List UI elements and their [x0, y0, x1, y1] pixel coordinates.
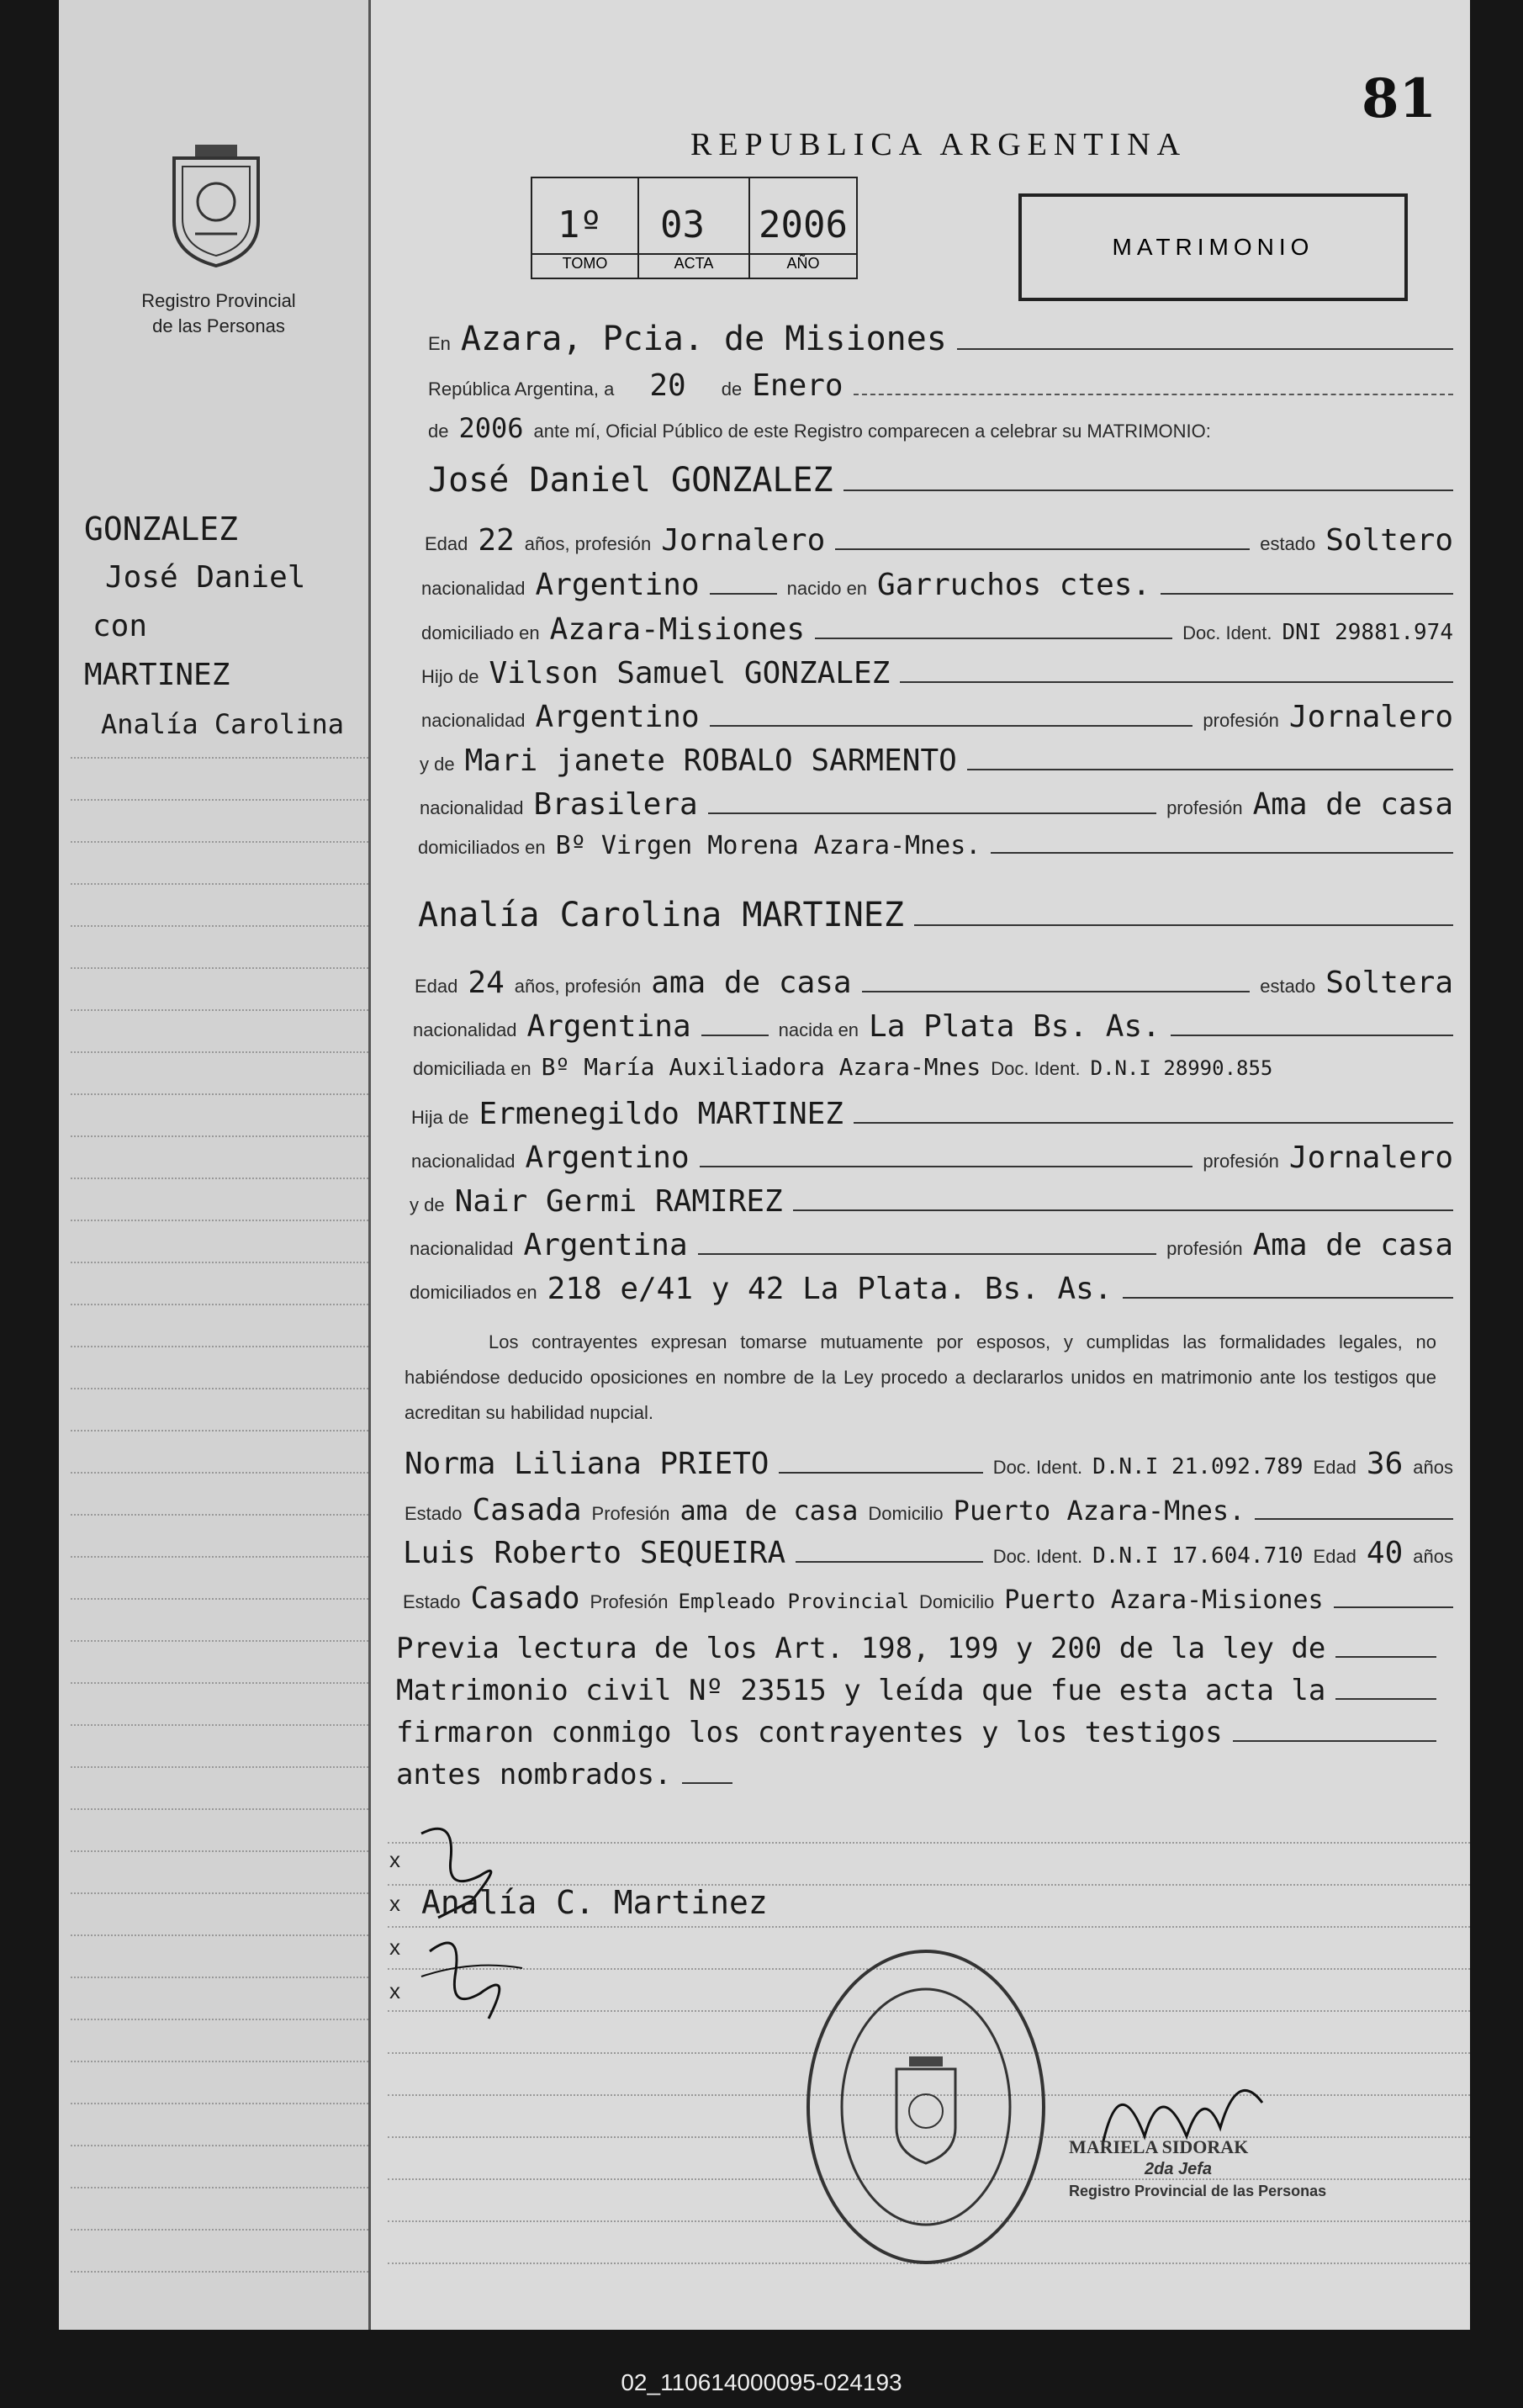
- line-year: de 2006 ante mí, Oficial Público de este Registro comparecen a celebrar su MATRIMONIO:: [428, 412, 1211, 444]
- country-title: REPUBLICA ARGENTINA: [690, 127, 1187, 162]
- witness-1-domicile: Puerto Azara-Mnes.: [953, 1495, 1245, 1527]
- registry-round-seal-icon: [800, 1943, 1052, 2271]
- registry-name: Registro Provincial de las Personas: [141, 290, 296, 336]
- margin-note-surname-bride: MARTINEZ: [84, 658, 230, 692]
- bride-mother-profession: Ama de casa: [1252, 1228, 1453, 1262]
- main-column: [371, 0, 1470, 2330]
- scan-code: 02_110614000095-024193: [621, 2369, 902, 2395]
- groom-nationality-line: nacionalidad Argentino nacido en Garruchos ctes.: [421, 568, 1453, 602]
- official-name: MARIELA SIDORAK: [1069, 2136, 1249, 2157]
- groom-address: Azara-Misiones: [549, 612, 806, 647]
- bride-age-line: Edad 24 años, profesión ama de casa estado Soltera: [415, 966, 1453, 1000]
- groom-father-nationality-line: nacionalidad Argentino profesión Jornalero: [421, 700, 1453, 734]
- bride-doc: D.N.I 28990.855: [1090, 1056, 1273, 1080]
- witness-2-name: Luis Roberto SEQUEIRA: [403, 1536, 786, 1570]
- groom-nationality: Argentino: [535, 568, 700, 602]
- witness-2-line-a: Luis Roberto SEQUEIRA Doc. Ident. D.N.I 17.604.710 Edad 40 años: [403, 1536, 1453, 1570]
- tomo-label: TOMO: [532, 253, 637, 273]
- groom-age: 22: [478, 523, 515, 558]
- witness-2-line-b: Estado Casado Profesión Empleado Provincial Domicilio Puerto Azara-Misiones: [403, 1581, 1453, 1616]
- groom-mother: Mari janete ROBALO SARMENTO: [464, 744, 957, 778]
- groom-mother-line: y de Mari janete ROBALO SARMENTO: [420, 744, 1453, 778]
- line-date: República Argentina, a 20 de Enero: [428, 368, 1453, 403]
- margin-note-name-bride: Analía Carolina: [101, 708, 344, 740]
- acta-value: 03: [660, 204, 705, 246]
- groom-doc: DNI 29881.974: [1282, 620, 1453, 645]
- official-title: 2da Jefa: [1145, 2160, 1213, 2178]
- bride-birthplace: La Plata Bs. As.: [869, 1009, 1161, 1044]
- witness-1-status: Casada: [472, 1493, 582, 1527]
- ano-label: AÑO: [750, 253, 856, 273]
- groom-status: Soltero: [1325, 523, 1453, 558]
- groom-mother-nationality-line: nacionalidad Brasilera profesión Ama de casa: [420, 787, 1453, 822]
- margin-note-name-groom: José Daniel: [105, 560, 306, 595]
- place-value: Azara, Pcia. de Misiones: [460, 320, 947, 358]
- groom-parents-address: Bº Virgen Morena Azara-Mnes.: [555, 831, 981, 860]
- legal-text: Los contrayentes expresan tomarse mutuamente por esposos, y cumplidas las formalidades legales, no habiéndose deducido oposiciones en nombre de la Ley procedo a declararlos unidos en matrimonio ante los testigos que acreditan su habilidad nupcial.: [405, 1331, 1436, 1423]
- groom-father-nationality: Argentino: [535, 700, 700, 734]
- bride-signature: Analía C. Martinez: [421, 1884, 768, 1921]
- witness-1-profession: ama de casa: [680, 1495, 859, 1527]
- groom-birthplace: Garruchos ctes.: [877, 568, 1151, 602]
- tomo-acta-ano-box: [531, 177, 858, 279]
- certificate-sheet: [59, 0, 1470, 2330]
- bride-status: Soltera: [1325, 966, 1453, 1000]
- bride-nationality: Argentina: [526, 1009, 691, 1044]
- bride-name-line: [418, 896, 1453, 934]
- witness-2-status: Casado: [470, 1581, 580, 1616]
- line-place: En Azara, Pcia. de Misiones: [428, 320, 1453, 358]
- margin-note-con: con: [93, 609, 148, 643]
- year-value: 2006: [458, 412, 524, 444]
- groom-name: José Daniel GONZALEZ: [428, 461, 833, 500]
- groom-mother-nationality: Brasilera: [533, 787, 698, 822]
- witness-1-line-b: Estado Casada Profesión ama de casa Domicilio Puerto Azara-Mnes.: [405, 1493, 1453, 1527]
- act-type-title: MATRIMONIO: [1112, 234, 1314, 260]
- groom-address-line: domiciliado en Azara-Misiones Doc. Ident. DNI 29881.974: [421, 612, 1453, 647]
- groom-mother-profession: Ama de casa: [1252, 787, 1453, 822]
- groom-father-profession: Jornalero: [1288, 700, 1453, 734]
- groom-name-line: [428, 461, 1453, 500]
- groom-father-line: Hijo de Vilson Samuel GONZALEZ: [421, 656, 1453, 691]
- bride-mother-line: y de Nair Germi RAMIREZ: [410, 1184, 1453, 1219]
- bride-name: Analía Carolina MARTINEZ: [418, 896, 904, 934]
- page-number: 81: [1361, 67, 1436, 130]
- bride-mother-nationality: Argentina: [523, 1228, 688, 1262]
- bride-address: Bº María Auxiliadora Azara-Mnes: [541, 1053, 981, 1081]
- groom-father: Vilson Samuel GONZALEZ: [489, 656, 891, 691]
- groom-profession: Jornalero: [661, 523, 826, 558]
- bride-age: 24: [468, 966, 505, 1000]
- groom-age-line: Edad 22 años, profesión Jornalero estado Soltero: [425, 523, 1453, 558]
- bride-address-line: domiciliada en Bº María Auxiliadora Azara-Mnes Doc. Ident. D.N.I 28990.855: [413, 1053, 1273, 1081]
- bride-parents-address-line: domiciliados en 218 e/41 y 42 La Plata. Bs. As.: [410, 1272, 1453, 1306]
- witness-2-domicile: Puerto Azara-Misiones: [1004, 1585, 1324, 1615]
- bride-parents-address: 218 e/41 y 42 La Plata. Bs. As.: [547, 1272, 1113, 1306]
- month-value: Enero: [752, 368, 843, 403]
- signature-marks: x x x x: [389, 1847, 400, 2003]
- bride-father-line: Hija de Ermenegildo MARTINEZ: [411, 1097, 1453, 1131]
- witness-2-profession: Empleado Provincial: [678, 1590, 910, 1613]
- provincial-seal-icon: [161, 141, 271, 267]
- witness-1-doc: D.N.I 21.092.789: [1092, 1454, 1304, 1479]
- bride-mother: Nair Germi RAMIREZ: [454, 1184, 783, 1219]
- margin-note: [84, 505, 344, 749]
- ano-value: 2006: [759, 204, 848, 246]
- margin-note-surname-groom: GONZALEZ: [84, 511, 239, 548]
- witness-1-name: Norma Liliana PRIETO: [405, 1447, 769, 1481]
- bride-nationality-line: nacionalidad Argentina nacida en La Plata Bs. As.: [413, 1009, 1453, 1044]
- bride-mother-nationality-line: nacionalidad Argentina profesión Ama de casa: [410, 1228, 1453, 1262]
- bride-father-nationality-line: nacionalidad Argentino profesión Jornalero: [411, 1140, 1453, 1175]
- bride-father-profession: Jornalero: [1288, 1140, 1453, 1175]
- witness-1-line-a: Norma Liliana PRIETO Doc. Ident. D.N.I 21.092.789 Edad 36 años: [405, 1447, 1453, 1481]
- margin-column: [59, 0, 371, 2330]
- witness-1-age: 36: [1366, 1447, 1404, 1481]
- bride-father: Ermenegildo MARTINEZ: [479, 1097, 843, 1131]
- witness-2-age: 40: [1366, 1536, 1404, 1570]
- witness-2-doc: D.N.I 17.604.710: [1092, 1543, 1304, 1569]
- bride-profession: ama de casa: [651, 966, 852, 1000]
- day-value: 20: [649, 368, 686, 403]
- acta-label: ACTA: [639, 253, 748, 273]
- official-registry: Registro Provincial de las Personas: [1069, 2183, 1327, 2199]
- tomo-value: 1º: [558, 204, 602, 246]
- closing-text: Previa lectura de los Art. 198, 199 y 200 de la ley de Matrimonio civil Nº 23515 y leída que fue esta acta la firmaron conmigo los contrayentes y los testigos antes nombrados.: [396, 1627, 1436, 1796]
- groom-parents-address-line: domiciliados en Bº Virgen Morena Azara-Mnes.: [418, 831, 1453, 860]
- bride-father-nationality: Argentino: [525, 1140, 690, 1175]
- act-type-box: [1018, 193, 1408, 301]
- official-stamp: [1069, 2136, 1326, 2202]
